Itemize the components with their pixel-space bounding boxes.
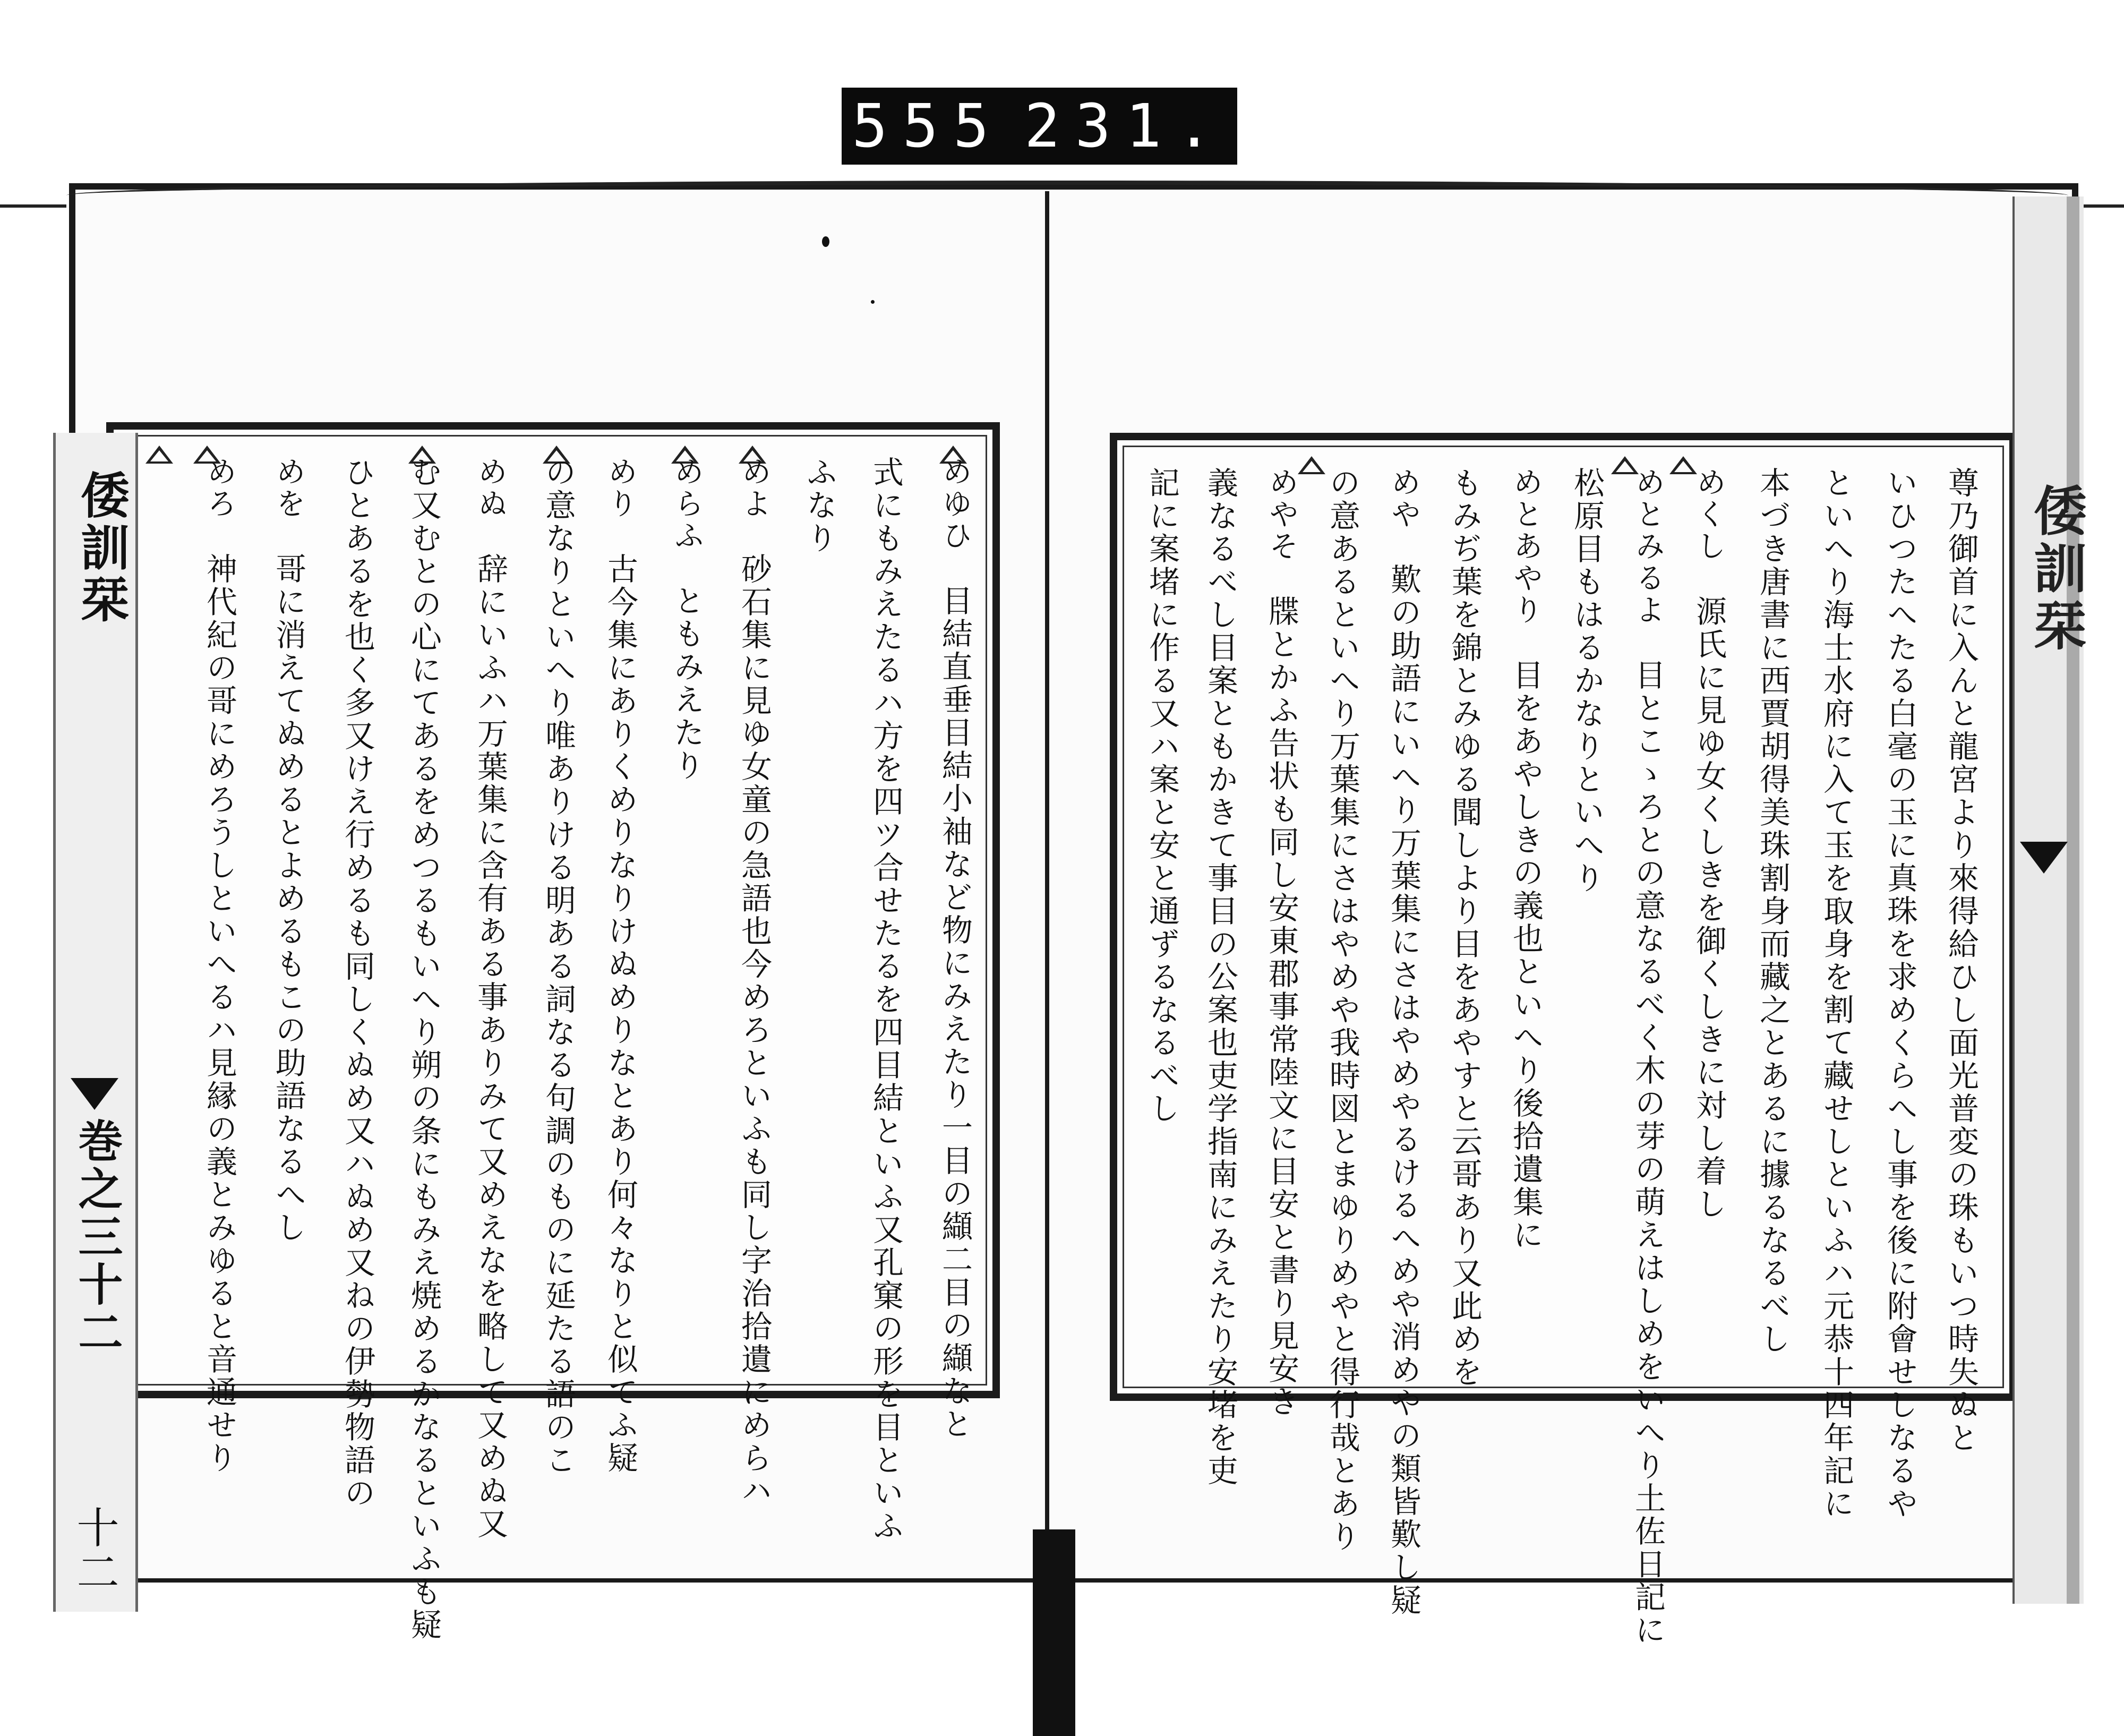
- archive-number-label: [842, 88, 1237, 165]
- ink-speck: [871, 300, 875, 304]
- text-column: [801, 456, 837, 1370]
- page-edge-shadow: [2067, 196, 2079, 1604]
- entry-headword: めり: [603, 456, 638, 520]
- column-text: 神代紀の哥にめろうしといへるハ見縁の義とみゆると音通せり: [201, 553, 237, 1475]
- fish-tail-mark-icon: [2020, 842, 2068, 874]
- column-text: ともみえたり: [669, 585, 705, 782]
- text-column: [406, 456, 442, 1641]
- column-text: といへり海士水府に入て玉を取身を割て藏せしといふハ元恭十四年記に: [1818, 467, 1854, 1520]
- chapter-label: 巻之三十二: [71, 1118, 124, 1357]
- text-column: [868, 456, 904, 1543]
- column-text: ひとあるを也く多又けえ行めるも同しくぬめ又ハぬめ又ねの伊勢物語の: [339, 456, 375, 1510]
- text-column: [1144, 467, 1180, 1372]
- book-gutter: [1045, 191, 1049, 1567]
- column-text: 砂石集に見ゆ女童の急語也今めろといふも同し字治拾遺にめらハ: [736, 553, 772, 1508]
- entry-headword: めとあやり: [1509, 467, 1543, 626]
- fish-tail-mark-icon: [71, 1078, 118, 1110]
- text-column: [1630, 467, 1666, 1647]
- column-text: 目結直垂目結小袖など物にみえたり一目の纈二目の纈なと: [937, 585, 973, 1441]
- entry-marker-icon: [1298, 456, 1325, 474]
- text-column: [1691, 467, 1727, 1372]
- column-text: 式にもみえたるハ方を四ツ合せたるを四目結といふ又孔窠の形を目といふ: [868, 456, 904, 1543]
- column-text: いひつたへたる白毫の玉に真珠を求めくらへし事を後に附會せしなるや: [1882, 467, 1918, 1520]
- right-margin-spine: [2012, 196, 2087, 1604]
- column-text: の意あるといへり万葉集にさはやめや我時図とまゆりめやと得行哉とあり: [1324, 467, 1360, 1553]
- column-text: 記に案堵に作る又ハ案と安と通ずるなるべし: [1144, 467, 1180, 1125]
- archive-number-right: 231.: [1024, 91, 1227, 161]
- text-column: [1446, 467, 1483, 1389]
- column-text: 目とこゝろとの意なるべく木の芽の萌えはしめをいへり土佐日記に: [1630, 659, 1666, 1647]
- text-column: [540, 456, 576, 1477]
- entry-headword: めぬ: [473, 456, 508, 520]
- text-column: [1754, 467, 1791, 1372]
- column-text: 目をあやしきの義也といへり後拾遺集に: [1508, 659, 1544, 1252]
- text-column: [1263, 467, 1299, 1418]
- text-column: [1202, 467, 1238, 1487]
- text-column: [339, 456, 375, 1510]
- column-text: ふなり: [801, 456, 837, 555]
- text-column: [201, 456, 237, 1475]
- archive-number-left: 555: [852, 91, 1004, 161]
- text-column: [1882, 467, 1918, 1520]
- text-column: [669, 456, 705, 1370]
- entry-headword: めゆひ: [938, 456, 972, 552]
- entry-headword: めやそ: [1264, 467, 1299, 562]
- column-text: 辞にいふハ万葉集に含有ある事ありみて又めえなを略して又めぬ又: [472, 553, 508, 1541]
- text-column: [602, 456, 638, 1475]
- right-page-inner-border: [1123, 446, 2004, 1388]
- text-column: [472, 456, 508, 1541]
- text-column: [1818, 467, 1854, 1520]
- text-column: [1508, 467, 1544, 1372]
- entry-headword: めよ: [737, 456, 772, 520]
- text-column: [736, 456, 772, 1508]
- entry-headword: めや: [1386, 467, 1421, 531]
- entry-headword: めらふ: [670, 456, 704, 552]
- text-column: [270, 456, 306, 1370]
- column-text: 牒とかふ告状も同し安東郡事常陸文に目安と書り見安き: [1263, 595, 1299, 1418]
- column-text: 古今集にありくめりなりけぬめりなとあり何々なりと似てふ疑: [602, 553, 638, 1475]
- ink-speck: [822, 236, 829, 247]
- column-text: 哥に消えてぬめるとよめるもこの助語なるへし: [270, 553, 306, 1244]
- column-text: 源氏に見ゆ女くしきを御くしきに対し着し: [1691, 595, 1727, 1221]
- text-column: [1943, 467, 1979, 1455]
- column-text: 尊乃御首に入んと龍宮より來得給ひし面光普変の珠もいつ時失ぬと: [1943, 467, 1979, 1455]
- text-column: [937, 456, 973, 1441]
- entry-headword: めくし: [1692, 467, 1726, 562]
- column-text: もみぢ葉を錦とみゆる聞しより目をあやすと云哥あり又此めを: [1446, 467, 1483, 1389]
- book-title: 倭訓栞: [73, 470, 130, 626]
- entry-marker-icon: [145, 446, 173, 464]
- text-column: [1324, 467, 1360, 1553]
- column-text: 本づき唐書に西賈胡得美珠割身而藏之とあるに據るなるべし: [1754, 467, 1791, 1356]
- text-column: [1569, 467, 1605, 1372]
- right-page-text-frame: [1110, 433, 2017, 1647]
- top-rule-left: [0, 204, 66, 208]
- binding-shadow: [1033, 1529, 1075, 1736]
- text-column: [1385, 467, 1421, 1617]
- left-margin-spine: [53, 433, 138, 1612]
- entry-headword: めろ: [202, 456, 237, 520]
- book-title: 倭訓栞: [2025, 483, 2087, 655]
- entry-headword: めを: [271, 456, 306, 520]
- entry-headword: めとみるよ: [1631, 467, 1665, 626]
- column-text: 松原目もはるかなりといへり: [1569, 467, 1605, 895]
- folio-number: 十二: [70, 1506, 119, 1595]
- left-page-text-frame: [106, 422, 1000, 1641]
- column-text: の意なりといへり唯ありける明ある詞なる句調のものに延たる語のこ: [540, 456, 576, 1477]
- column-text: 義なるべし目案ともかきて事目の公案也吏学指南にみえたり安堵を吏: [1202, 467, 1238, 1487]
- column-text: 歎の助語にいへり万葉集にさはやめやるけるへめや消めやの類皆歎し疑: [1385, 563, 1421, 1617]
- column-text: む又むとの心にてあるをめつるもいへり朔の条にもみえ焼めるかなるといふも疑: [406, 456, 442, 1641]
